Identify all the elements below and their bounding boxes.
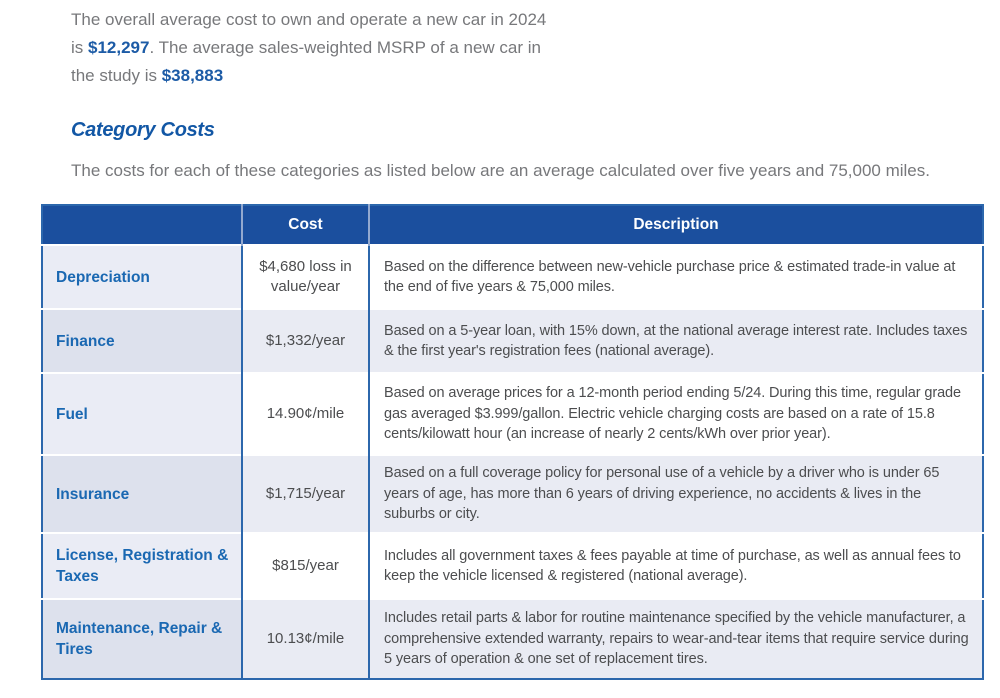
cost-cell: 10.13¢/mile [242, 599, 369, 679]
category-cell: Finance [42, 309, 242, 373]
description-cell: Includes retail parts & labor for routine maintenance specified by the vehicle manufacturer, a comprehensive extended warranty, repairs to wear-and-tear items that require service during 5 years of operation & one set of replacement tires. [369, 599, 983, 679]
category-costs-table [41, 204, 984, 680]
average-cost-value: $12,297 [88, 38, 150, 57]
table-row-license-registration-taxes [42, 533, 983, 599]
table-row-maintenance-repair-tires [42, 599, 983, 679]
category-cell: Depreciation [42, 245, 242, 309]
intro-line-2: is $12,297. The average sales-weighted MSRP of a new car in [71, 38, 541, 57]
table-header-row [42, 205, 983, 245]
description-cell: Based on a 5-year loan, with 15% down, at the national average interest rate. Includes taxes & the first year's registration fees (national average). [369, 309, 983, 373]
description-cell: Based on the difference between new-vehicle purchase price & estimated trade-in value at the end of five years & 75,000 miles. [369, 245, 983, 309]
description-cell: Based on a full coverage policy for personal use of a vehicle by a driver who is under 65 years of age, has more than 6 years of driving experience, no accidents & lives in the suburbs or city. [369, 455, 983, 533]
intro-paragraph [71, 6, 546, 90]
section-subtext: The costs for each of these categories as listed below are an average calculated over five years and 75,000 miles. [71, 161, 930, 180]
cost-cell: 14.90¢/mile [242, 373, 369, 455]
category-cell: Fuel [42, 373, 242, 455]
header-cost-cell: Cost [242, 205, 369, 245]
intro-line-1: The overall average cost to own and operate a new car in 2024 [71, 10, 547, 29]
table-row-insurance [42, 455, 983, 533]
table-row-finance [42, 309, 983, 373]
table-row-depreciation [42, 245, 983, 309]
msrp-value: $38,883 [161, 66, 224, 85]
cost-cell: $1,715/year [242, 455, 369, 533]
section-heading: Category Costs [71, 119, 215, 141]
table-row-fuel [42, 373, 983, 455]
header-category-cell [42, 205, 242, 245]
category-cell: License, Registration & Taxes [42, 533, 242, 599]
header-description-cell: Description [369, 205, 983, 245]
intro-line-3: the study is $38,883 [71, 66, 224, 85]
cost-cell: $815/year [242, 533, 369, 599]
description-cell: Based on average prices for a 12-month period ending 5/24. During this time, regular grade gas averaged $3.999/gallon. Electric vehicle charging costs are based on a rate of 15.8 cents/kilowatt hour (an increase of nearly 2 cents/kWh over prior year). [369, 373, 983, 455]
cost-cell: $4,680 loss in value/year [242, 245, 369, 309]
category-cell: Insurance [42, 455, 242, 533]
cost-cell: $1,332/year [242, 309, 369, 373]
category-cell: Maintenance, Repair & Tires [42, 599, 242, 679]
description-cell: Includes all government taxes & fees payable at time of purchase, as well as annual fees to keep the vehicle licensed & registered (national average). [369, 533, 983, 599]
